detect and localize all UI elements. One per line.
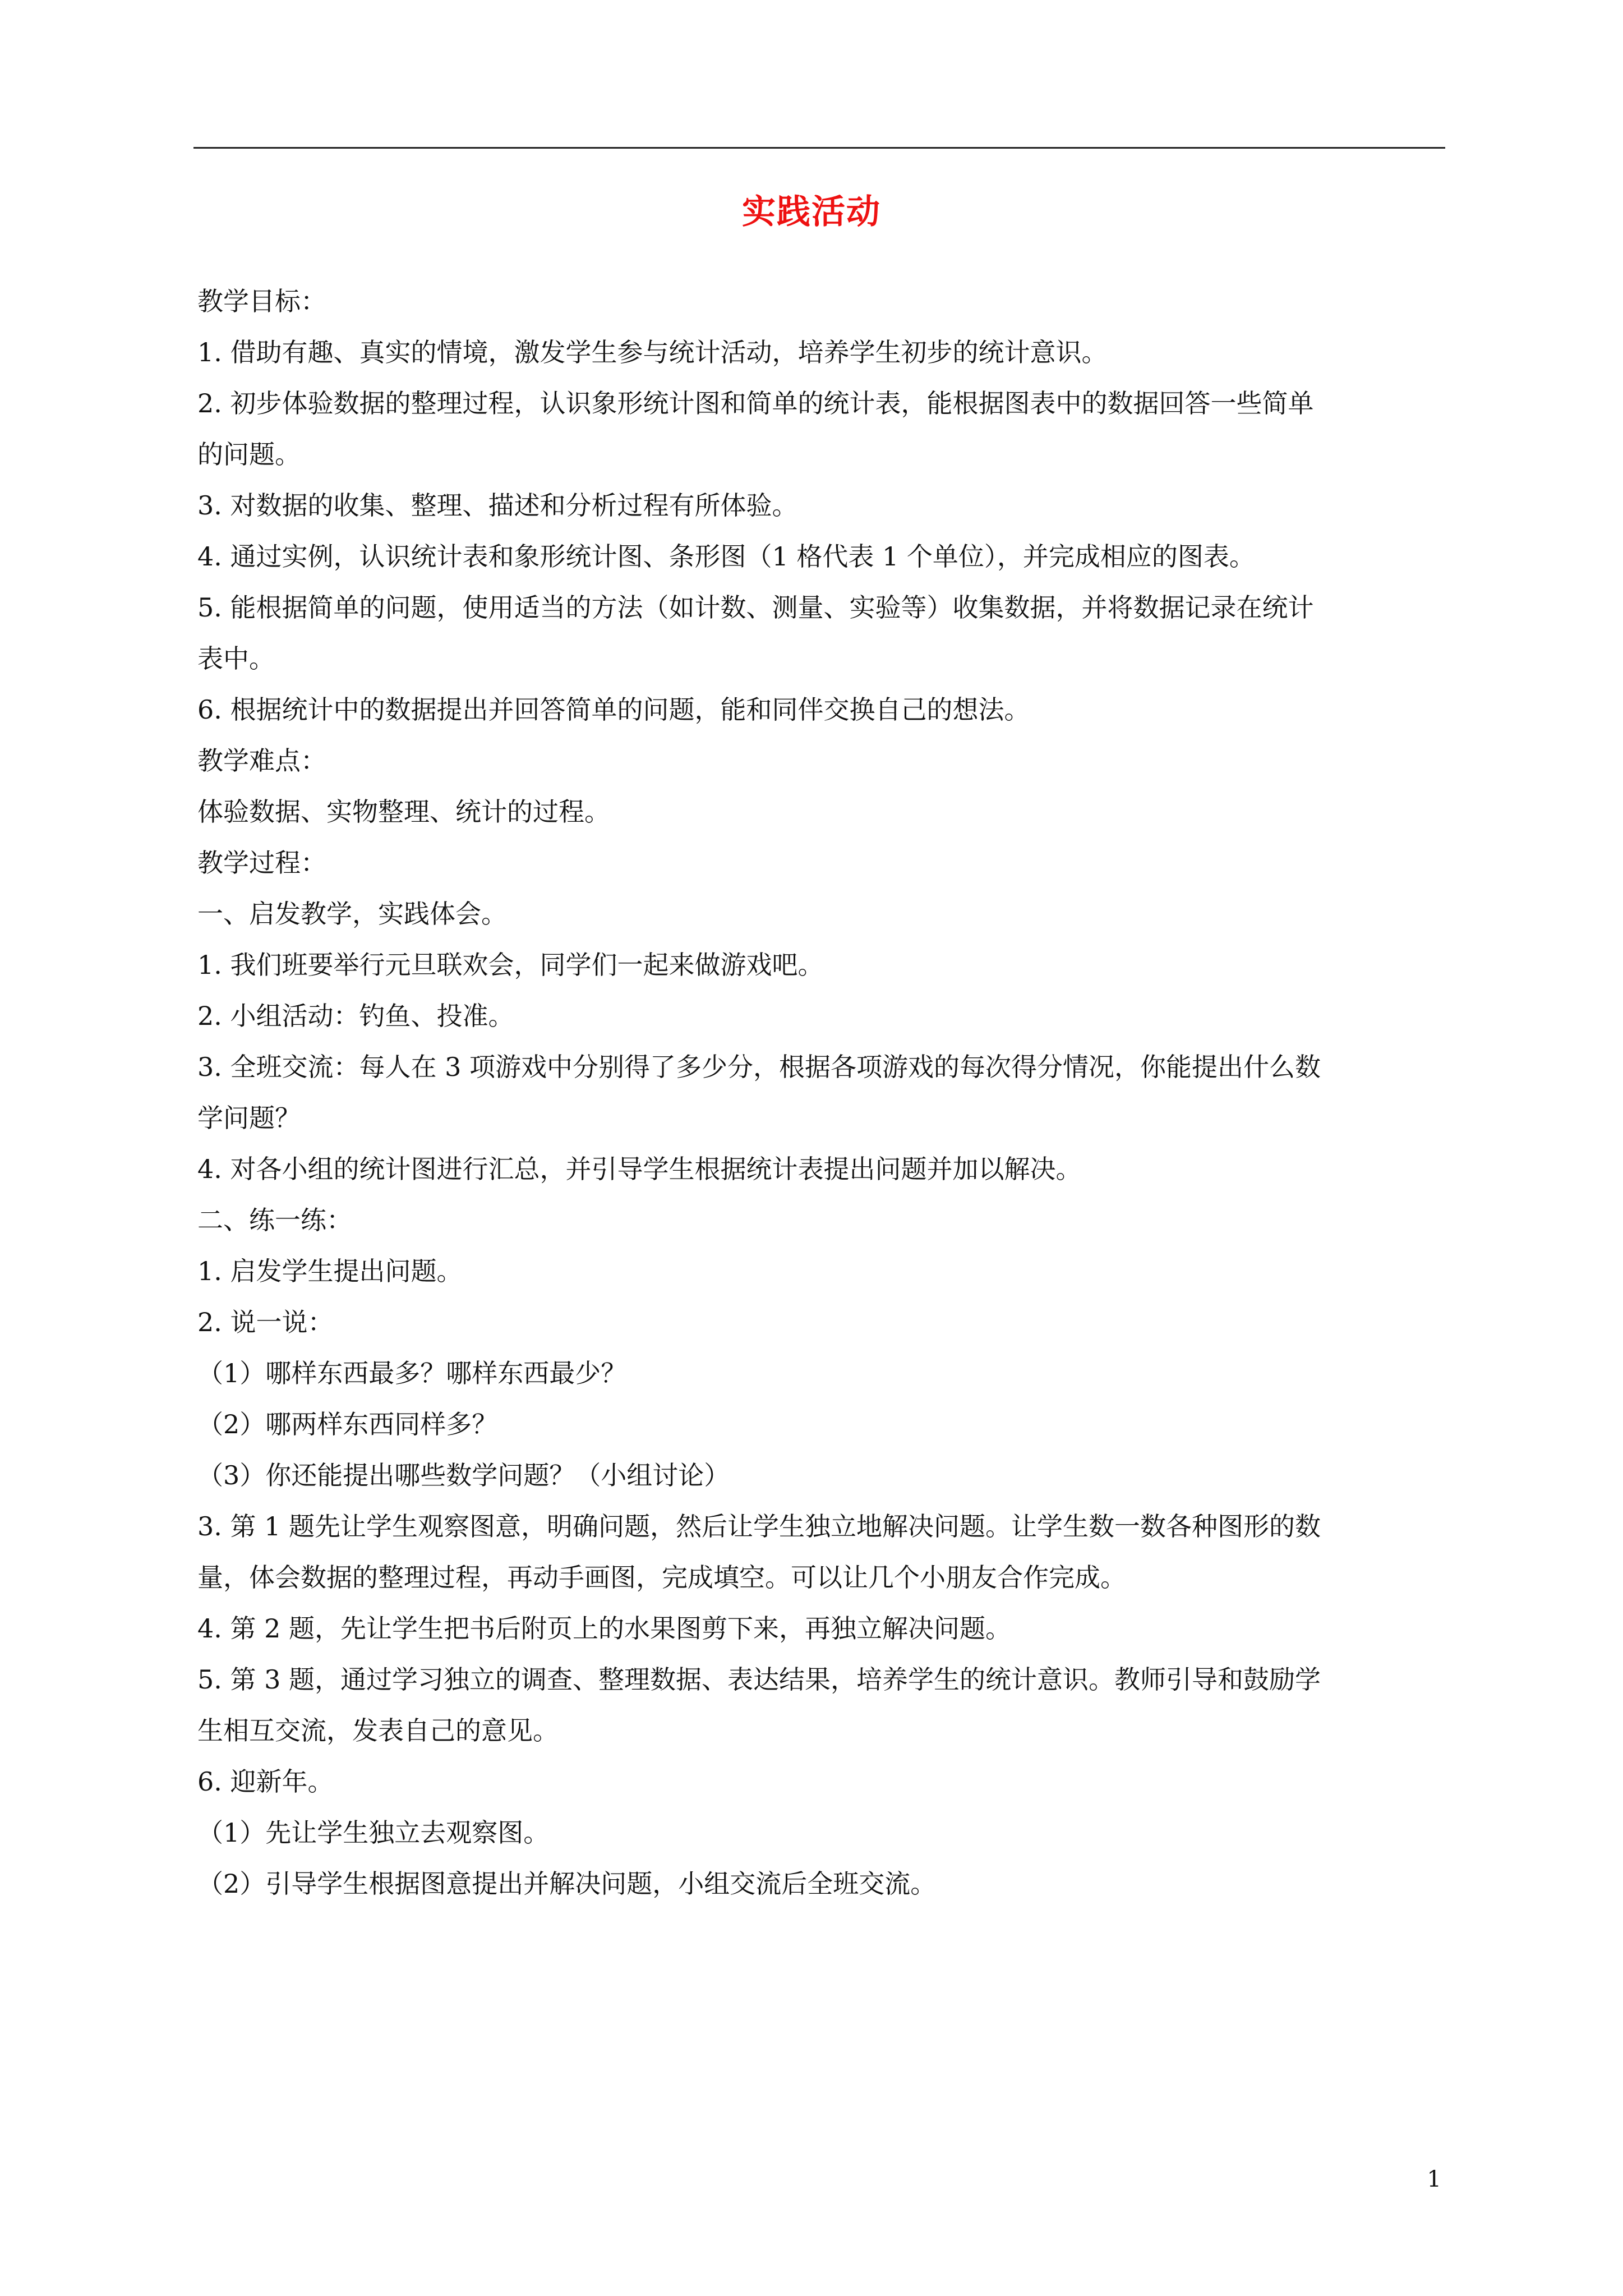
part1-line: 4. 对各小组的统计图进行汇总，并引导学生根据统计表提出问题并加以解决。 [197,1154,1082,1184]
part2-line: 2. 说一说： [197,1307,334,1337]
page-title: 实践活动 [742,192,881,232]
part2-line: （2）哪两样东西同样多？ [197,1409,498,1439]
part2-line: 3. 第 1 题先让学生观察图意，明确问题，然后让学生独立地解决问题。让学生数一数各种图形的数 [197,1511,1321,1542]
objective-line: 3. 对数据的收集、整理、描述和分析过程有所体验。 [197,490,798,521]
objective-line: 6. 根据统计中的数据提出并回答简单的问题，能和同伴交换自己的想法。 [197,694,1030,725]
part2-line: 6. 迎新年。 [197,1766,334,1797]
part2-line: 1. 启发学生提出问题。 [197,1256,463,1286]
objective-line: 的问题。 [197,439,301,470]
process-heading: 教学过程： [197,848,326,878]
part2-line: （3）你还能提出哪些数学问题？（小组讨论） [197,1460,730,1490]
part2-line: （1）哪样东西最多？哪样东西最少？ [197,1358,627,1388]
part1-line: 学问题？ [197,1103,301,1133]
objective-line: 1. 借助有趣、真实的情境，激发学生参与统计活动，培养学生初步的统计意识。 [197,337,1108,367]
part2-line: （2）引导学生根据图意提出并解决问题，小组交流后全班交流。 [197,1869,937,1899]
part1-line: 1. 我们班要举行元旦联欢会，同学们一起来做游戏吧。 [197,950,824,980]
part2-line: 4. 第 2 题，先让学生把书后附页上的水果图剪下来，再独立解决问题。 [197,1613,1012,1644]
part2-heading: 二、练一练： [197,1205,352,1235]
part2-line: （1）先让学生独立去观察图。 [197,1818,550,1848]
objective-line: 4. 通过实例，认识统计表和象形统计图、条形图（1 格代表 1 个单位），并完成相应的图表。 [197,541,1255,572]
difficulty-heading: 教学难点： [197,746,326,776]
header-rule [193,147,1445,149]
part2-line: 5. 第 3 题，通过学习独立的调查、整理数据、表达结果，培养学生的统计意识。教师引导和鼓励学 [197,1664,1321,1695]
objectives-heading: 教学目标： [197,286,326,316]
part2-line: 生相互交流，发表自己的意见。 [197,1715,559,1746]
part1-line: 2. 小组活动：钓鱼、投准。 [197,1001,514,1031]
objective-line: 2. 初步体验数据的整理过程，认识象形统计图和简单的统计表，能根据图表中的数据回答一些简单 [197,388,1314,418]
objective-line: 表中。 [197,643,275,674]
objective-line: 5. 能根据简单的问题，使用适当的方法（如计数、测量、实验等）收集数据，并将数据记录在统计 [197,592,1314,623]
difficulty-text: 体验数据、实物整理、统计的过程。 [197,797,610,827]
part2-line: 量，体会数据的整理过程，再动手画图，完成填空。可以让几个小朋友合作完成。 [197,1562,1126,1593]
part1-heading: 一、启发教学，实践体会。 [197,899,507,929]
page-number: 1 [1427,2166,1441,2192]
document-body [197,276,1448,1910]
part1-line: 3. 全班交流：每人在 3 项游戏中分别得了多少分，根据各项游戏的每次得分情况，你能提出什么数 [197,1052,1321,1082]
